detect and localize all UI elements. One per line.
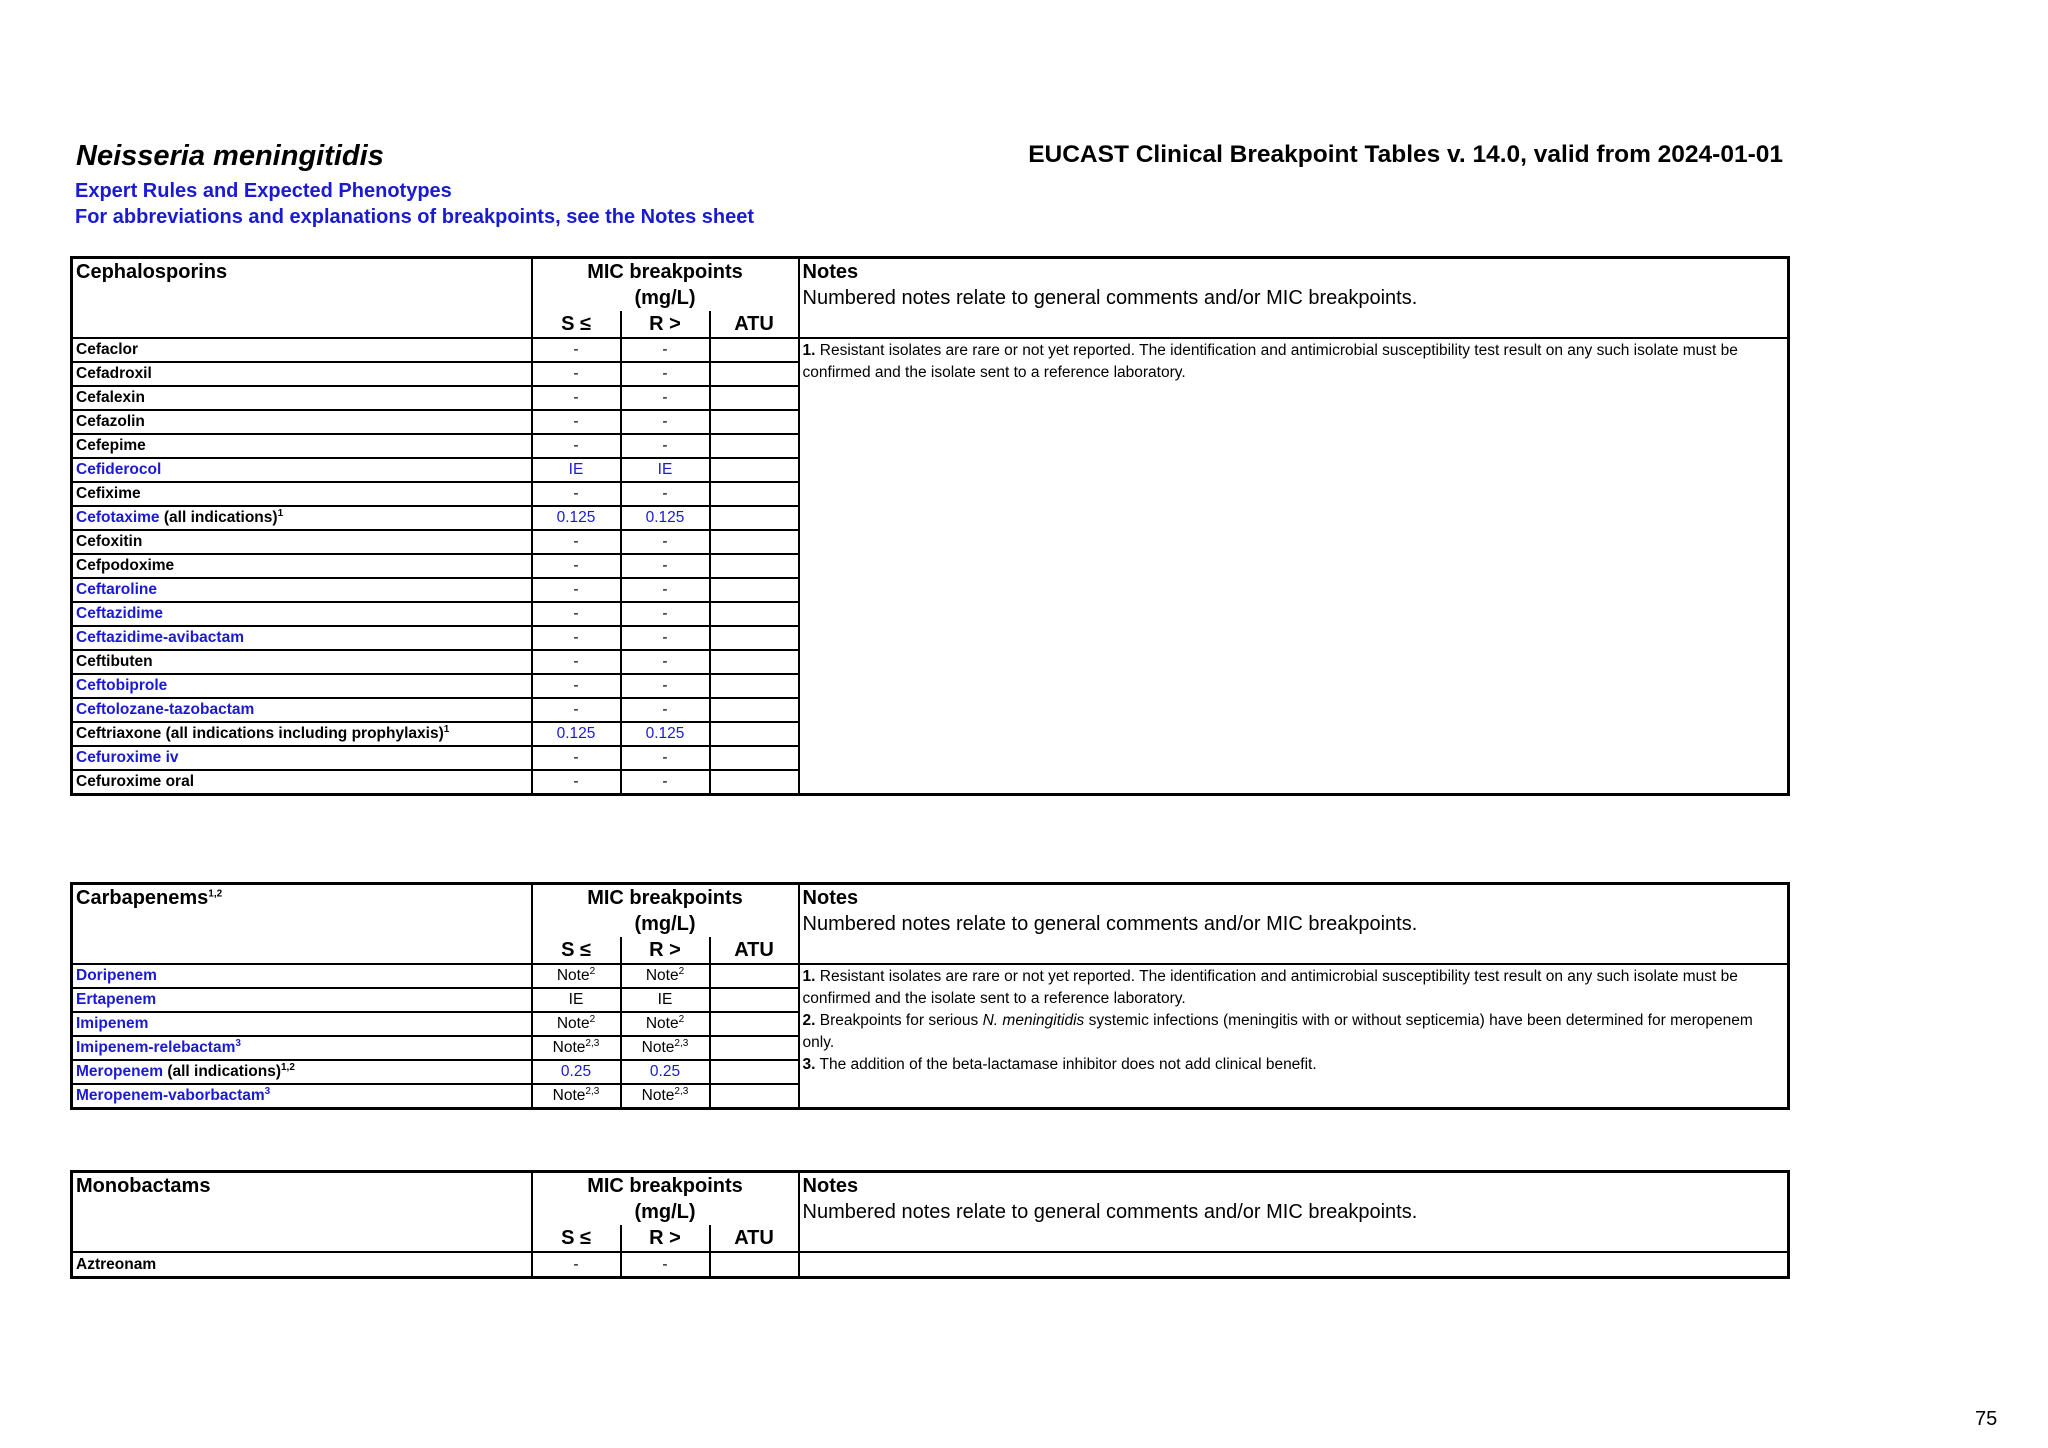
drug-name[interactable]: Imipenem-relebactam — [76, 1039, 236, 1056]
note-number: 1. — [802, 342, 816, 359]
breakpoint-s-value: - — [573, 533, 579, 550]
breakpoint-r-superscript: 2,3 — [674, 1037, 689, 1049]
breakpoint-r-value: IE — [657, 991, 673, 1008]
atu-cell — [710, 698, 799, 722]
breakpoint-s-cell — [532, 1252, 621, 1278]
breakpoint-s-cell — [532, 770, 621, 795]
breakpoint-s-value: Note — [552, 1039, 586, 1056]
drug-name-cell[interactable] — [72, 698, 532, 722]
table-row — [72, 338, 1789, 362]
drug-name-cell — [72, 362, 532, 386]
atu-cell — [710, 386, 799, 410]
breakpoint-r-cell — [621, 746, 710, 770]
col-s-header: S ≤ — [532, 937, 621, 964]
drug-name-superscript: 3 — [235, 1037, 241, 1049]
atu-cell — [710, 602, 799, 626]
group-name: Cephalosporins — [76, 261, 228, 283]
notes-sheet-link[interactable]: For abbreviations and explanations of breakpoints, see the Notes sheet — [75, 206, 755, 228]
drug-name: Ceftibuten — [76, 653, 153, 670]
notes-header — [799, 884, 1789, 965]
drug-name[interactable]: Ertapenem — [76, 991, 157, 1008]
drug-name[interactable]: Cefotaxime — [76, 509, 160, 526]
breakpoint-r-value: - — [662, 749, 668, 766]
breakpoint-s-value: - — [573, 341, 579, 358]
breakpoint-s-value: - — [573, 629, 579, 646]
breakpoint-r-cell — [621, 1084, 710, 1109]
col-atu-header: ATU — [710, 937, 799, 964]
breakpoint-s-cell — [532, 698, 621, 722]
breakpoint-r-cell — [621, 1012, 710, 1036]
breakpoint-s-cell — [532, 386, 621, 410]
notes-subtitle: Numbered notes relate to general comments and/or MIC breakpoints. — [802, 913, 1418, 935]
mic-breakpoints-header — [532, 884, 799, 938]
mic-breakpoints-header — [532, 1172, 799, 1226]
drug-name[interactable]: Imipenem — [76, 1015, 149, 1032]
cephalosporins-table — [70, 256, 1790, 796]
breakpoint-s-value: 0.125 — [556, 509, 596, 526]
breakpoint-r-value: - — [662, 389, 668, 406]
group-superscript: 1,2 — [208, 888, 223, 900]
breakpoint-r-cell — [621, 1060, 710, 1084]
breakpoint-s-cell — [532, 1012, 621, 1036]
breakpoint-r-cell — [621, 770, 710, 795]
breakpoint-r-cell — [621, 578, 710, 602]
note-item — [803, 1010, 1784, 1054]
breakpoint-s-value: IE — [568, 991, 584, 1008]
validity-title: EUCAST Clinical Breakpoint Tables v. 14.0, valid from 2024-01-01 — [1028, 141, 1783, 168]
drug-name: Cefepime — [76, 437, 146, 454]
breakpoint-r-cell — [621, 626, 710, 650]
note-number: 3. — [802, 1056, 816, 1073]
breakpoint-s-superscript: 2,3 — [585, 1037, 600, 1049]
drug-name[interactable]: Meropenem — [76, 1063, 163, 1080]
breakpoint-s-cell — [532, 746, 621, 770]
note-item — [803, 340, 1784, 384]
breakpoint-s-value: 0.25 — [560, 1063, 592, 1080]
drug-name-cell[interactable] — [72, 746, 532, 770]
breakpoint-s-superscript: 2 — [589, 965, 596, 977]
breakpoint-s-superscript: 2 — [589, 1013, 596, 1025]
table-row — [72, 1252, 1789, 1278]
breakpoint-s-cell — [532, 1060, 621, 1084]
col-r-header: R > — [621, 937, 710, 964]
breakpoint-r-value: 0.125 — [645, 509, 685, 526]
breakpoint-s-value: Note — [556, 1015, 590, 1032]
atu-cell — [710, 770, 799, 795]
breakpoint-r-value: - — [662, 701, 668, 718]
drug-name[interactable]: Ceftolozane-tazobactam — [76, 701, 255, 718]
drug-name-cell — [72, 554, 532, 578]
notes-body — [799, 338, 1789, 795]
atu-cell — [710, 410, 799, 434]
group-name: Monobactams — [76, 1175, 211, 1197]
group-name: Carbapenems — [76, 887, 209, 909]
atu-cell — [710, 746, 799, 770]
col-r-header: R > — [621, 311, 710, 338]
atu-cell — [710, 578, 799, 602]
mic-title: MIC breakpoints — [587, 261, 743, 283]
breakpoint-r-value: - — [662, 437, 668, 454]
atu-cell — [710, 362, 799, 386]
breakpoint-r-value: Note — [645, 1015, 679, 1032]
breakpoint-r-cell — [621, 674, 710, 698]
drug-name-cell[interactable] — [72, 1012, 532, 1036]
breakpoint-r-cell — [621, 964, 710, 988]
breakpoint-r-cell — [621, 988, 710, 1012]
drug-name[interactable]: Doripenem — [76, 967, 157, 984]
drug-name[interactable]: Ceftazidime-avibactam — [76, 629, 244, 646]
atu-cell — [710, 722, 799, 746]
mic-title: MIC breakpoints — [587, 887, 743, 909]
drug-name-cell — [72, 338, 532, 362]
drug-name: Cefoxitin — [76, 533, 143, 550]
breakpoint-r-cell — [621, 362, 710, 386]
note-species: N. meningitidis — [982, 1012, 1085, 1029]
drug-indication: (all indications) — [163, 509, 278, 526]
drug-indication: (all indications) — [167, 1063, 281, 1080]
breakpoint-s-cell — [532, 988, 621, 1012]
breakpoint-r-value: - — [662, 341, 668, 358]
drug-name-cell[interactable] — [72, 674, 532, 698]
breakpoint-r-superscript: 2 — [678, 1013, 685, 1025]
breakpoint-r-value: Note — [641, 1039, 675, 1056]
atu-cell — [710, 506, 799, 530]
breakpoint-r-cell — [621, 722, 710, 746]
breakpoint-r-value: IE — [657, 461, 673, 478]
breakpoint-r-cell — [621, 434, 710, 458]
breakpoint-s-cell — [532, 434, 621, 458]
breakpoint-s-value: - — [573, 389, 579, 406]
notes-title: Notes — [802, 1175, 859, 1197]
drug-name: Cefaclor — [76, 341, 139, 358]
table-row — [72, 964, 1789, 988]
breakpoint-s-cell — [532, 626, 621, 650]
breakpoint-r-value: - — [662, 1255, 668, 1273]
drug-name[interactable]: Cefuroxime iv — [76, 749, 179, 766]
note-number: 1. — [802, 968, 816, 985]
drug-name-cell[interactable] — [72, 578, 532, 602]
breakpoint-s-cell — [532, 602, 621, 626]
col-atu-header: ATU — [710, 311, 799, 338]
note-text: Resistant isolates are rare or not yet reported. The identification and antimicrobial susceptibility test result on any such isolate must be confirmed and the isolate sent to a reference laboratory. — [802, 968, 1738, 1007]
breakpoint-s-value: - — [573, 437, 579, 454]
breakpoint-r-cell — [621, 410, 710, 434]
drug-name-cell — [72, 386, 532, 410]
breakpoint-s-cell — [532, 338, 621, 362]
col-r-header: R > — [621, 1225, 710, 1252]
breakpoint-r-superscript: 2,3 — [674, 1085, 689, 1097]
group-header — [72, 1172, 532, 1253]
breakpoint-r-cell — [621, 554, 710, 578]
atu-cell — [710, 988, 799, 1012]
breakpoint-s-value: - — [573, 773, 579, 790]
atu-cell — [710, 626, 799, 650]
drug-superscript: 1,2 — [281, 1061, 295, 1073]
breakpoint-s-value: 0.125 — [556, 725, 596, 742]
breakpoint-s-cell — [532, 410, 621, 434]
drug-name: Cefazolin — [76, 413, 145, 430]
breakpoint-r-cell — [621, 482, 710, 506]
organism-title: Neisseria meningitidis — [76, 140, 384, 172]
breakpoint-r-value: - — [662, 365, 668, 382]
breakpoint-s-cell — [532, 1036, 621, 1060]
breakpoint-s-cell — [532, 650, 621, 674]
notes-subtitle: Numbered notes relate to general comments and/or MIC breakpoints. — [802, 1201, 1418, 1223]
breakpoint-r-cell — [621, 458, 710, 482]
breakpoint-s-superscript: 2,3 — [585, 1085, 600, 1097]
drug-name-cell — [72, 482, 532, 506]
breakpoint-r-value: - — [662, 677, 668, 694]
breakpoint-s-cell — [532, 362, 621, 386]
breakpoint-r-value: - — [662, 653, 668, 670]
drug-superscript: 1 — [277, 507, 284, 519]
breakpoint-r-cell — [621, 650, 710, 674]
drug-name-superscript: 3 — [264, 1085, 271, 1097]
drug-name: Cefuroxime oral — [76, 773, 195, 790]
breakpoint-s-value: - — [573, 365, 579, 382]
mic-title: MIC breakpoints — [587, 1175, 743, 1197]
atu-cell — [710, 1012, 799, 1036]
drug-name-cell[interactable] — [72, 1084, 532, 1109]
drug-name-cell — [72, 1252, 532, 1278]
drug-name: Cefpodoxime — [76, 557, 175, 574]
drug-superscript: 1 — [443, 723, 450, 735]
note-text: Breakpoints for serious — [815, 1012, 983, 1029]
breakpoint-r-value: - — [662, 413, 668, 430]
breakpoint-r-cell — [621, 506, 710, 530]
notes-header — [799, 1172, 1789, 1253]
breakpoint-s-value: IE — [568, 461, 584, 478]
drug-name-cell — [72, 434, 532, 458]
breakpoint-r-cell — [621, 338, 710, 362]
notes-body — [799, 964, 1789, 1109]
breakpoint-s-cell — [532, 578, 621, 602]
breakpoint-s-value: - — [573, 581, 579, 598]
expert-rules-link[interactable]: Expert Rules and Expected Phenotypes — [75, 180, 452, 202]
atu-cell — [710, 1036, 799, 1060]
col-s-header: S ≤ — [532, 1225, 621, 1252]
drug-name-cell[interactable] — [72, 1060, 532, 1084]
breakpoint-s-value: - — [573, 413, 579, 430]
drug-name-cell[interactable] — [72, 506, 532, 530]
drug-name-cell[interactable] — [72, 988, 532, 1012]
col-atu-header: ATU — [710, 1225, 799, 1252]
breakpoint-r-cell — [621, 698, 710, 722]
breakpoint-r-value: Note — [641, 1087, 675, 1104]
mic-unit: (mg/L) — [634, 913, 696, 935]
breakpoint-s-cell — [532, 964, 621, 988]
breakpoint-r-value: - — [662, 533, 668, 550]
breakpoint-s-cell — [532, 506, 621, 530]
breakpoint-s-value: - — [573, 1255, 579, 1273]
note-text: The addition of the beta-lactamase inhibitor does not add clinical benefit. — [815, 1056, 1317, 1073]
breakpoint-s-value: - — [573, 677, 579, 694]
monobactams-table — [70, 1170, 1790, 1279]
breakpoint-s-value: Note — [552, 1087, 586, 1104]
breakpoint-r-cell — [621, 1252, 710, 1278]
breakpoint-r-superscript: 2 — [678, 965, 685, 977]
drug-name: Ceftriaxone (all indications including prophylaxis) — [76, 725, 444, 742]
breakpoint-r-value: 0.25 — [649, 1063, 681, 1080]
notes-body — [799, 1252, 1789, 1278]
breakpoint-s-value: - — [573, 605, 579, 622]
breakpoint-s-value: - — [573, 557, 579, 574]
breakpoint-s-value: - — [573, 749, 579, 766]
atu-cell — [710, 674, 799, 698]
atu-cell — [710, 554, 799, 578]
drug-name-cell[interactable] — [72, 602, 532, 626]
breakpoint-s-cell — [532, 674, 621, 698]
breakpoint-r-value: Note — [645, 967, 679, 984]
atu-cell — [710, 458, 799, 482]
breakpoint-r-value: 0.125 — [645, 725, 685, 742]
note-item — [803, 966, 1784, 1010]
drug-name-cell — [72, 410, 532, 434]
breakpoint-s-value: - — [573, 653, 579, 670]
breakpoint-s-value: - — [573, 485, 579, 502]
breakpoint-r-cell — [621, 602, 710, 626]
breakpoint-r-value: - — [662, 773, 668, 790]
breakpoint-s-cell — [532, 530, 621, 554]
breakpoint-r-value: - — [662, 581, 668, 598]
note-text: Resistant isolates are rare or not yet reported. The identification and antimicrobial susceptibility test result on any such isolate must be confirmed and the isolate sent to a reference laboratory. — [802, 342, 1738, 381]
note-number: 2. — [802, 1012, 816, 1029]
mic-unit: (mg/L) — [634, 287, 696, 309]
notes-title: Notes — [802, 887, 859, 909]
breakpoint-r-cell — [621, 1036, 710, 1060]
breakpoint-s-value: - — [573, 701, 579, 718]
page-number: 75 — [1975, 1408, 1998, 1430]
drug-name[interactable]: Ceftazidime — [76, 605, 163, 622]
breakpoint-r-value: - — [662, 629, 668, 646]
note-text: systemic infections (meningitis with or without septicemia) have been determined for meropenem only. — [802, 1012, 1753, 1051]
breakpoint-r-cell — [621, 530, 710, 554]
note-item — [803, 1054, 1784, 1076]
drug-name: Aztreonam — [76, 1255, 157, 1273]
breakpoint-s-cell — [532, 722, 621, 746]
breakpoint-s-cell — [532, 1084, 621, 1109]
breakpoint-s-cell — [532, 554, 621, 578]
drug-name: Cefixime — [76, 485, 141, 502]
group-header — [72, 884, 532, 965]
atu-cell — [710, 434, 799, 458]
drug-name-cell — [72, 650, 532, 674]
atu-cell — [710, 338, 799, 362]
atu-cell — [710, 482, 799, 506]
drug-name-cell[interactable] — [72, 626, 532, 650]
notes-title: Notes — [802, 261, 859, 283]
atu-cell — [710, 1060, 799, 1084]
carbapenems-table — [70, 882, 1790, 1110]
drug-name[interactable]: Meropenem-vaborbactam — [76, 1087, 265, 1104]
drug-name[interactable]: Cefiderocol — [76, 461, 162, 478]
atu-cell — [710, 650, 799, 674]
col-s-header: S ≤ — [532, 311, 621, 338]
drug-name-cell[interactable] — [72, 458, 532, 482]
atu-cell — [710, 964, 799, 988]
drug-name: Cefadroxil — [76, 365, 152, 382]
breakpoint-r-value: - — [662, 485, 668, 502]
drug-name[interactable]: Ceftaroline — [76, 581, 157, 598]
atu-cell — [710, 1252, 799, 1278]
breakpoint-r-value: - — [662, 605, 668, 622]
drug-name[interactable]: Ceftobiprole — [76, 677, 168, 694]
breakpoint-s-cell — [532, 458, 621, 482]
drug-name-cell — [72, 530, 532, 554]
atu-cell — [710, 530, 799, 554]
mic-unit: (mg/L) — [634, 1201, 696, 1223]
notes-subtitle: Numbered notes relate to general comments and/or MIC breakpoints. — [802, 287, 1418, 309]
drug-name-cell[interactable] — [72, 1036, 532, 1060]
notes-header — [799, 258, 1789, 339]
atu-cell — [710, 1084, 799, 1109]
breakpoint-s-value: Note — [556, 967, 590, 984]
drug-name: Cefalexin — [76, 389, 145, 406]
drug-name-cell[interactable] — [72, 964, 532, 988]
drug-name-cell — [72, 770, 532, 795]
breakpoint-r-cell — [621, 386, 710, 410]
breakpoint-s-cell — [532, 482, 621, 506]
mic-breakpoints-header — [532, 258, 799, 312]
breakpoint-r-value: - — [662, 557, 668, 574]
group-header — [72, 258, 532, 339]
drug-name-cell — [72, 722, 532, 746]
